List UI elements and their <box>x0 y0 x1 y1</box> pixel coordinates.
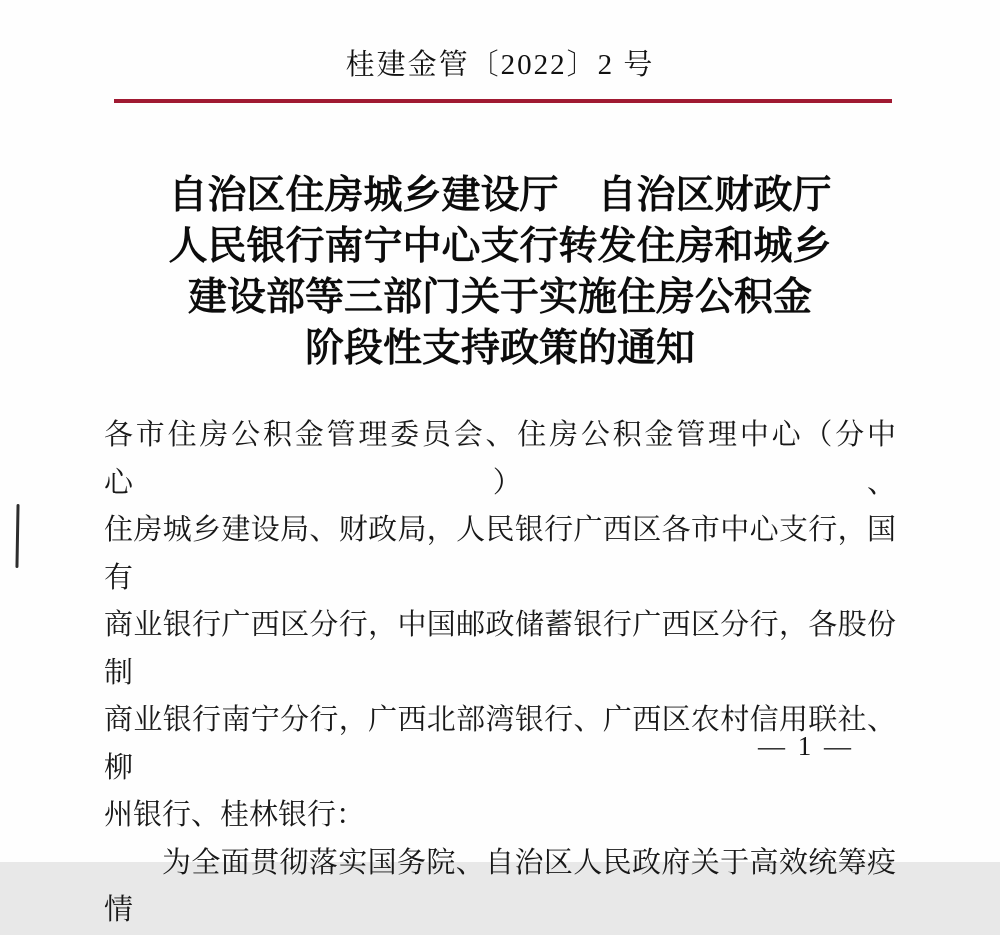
scan-artifact-mark <box>15 504 19 568</box>
page-number: — 1 — <box>758 731 854 761</box>
title-line-4: 阶段性支持政策的通知 <box>304 327 695 370</box>
body-line: 商业银行南宁分行，广西北部湾银行、广西区农村信用联社、柳 <box>104 704 896 784</box>
title-line-1: 自治区住房城乡建设厅 自治区财政厅 <box>168 174 832 217</box>
document-number: 桂建金管〔2022〕2 号 <box>345 49 655 81</box>
title-line-3: 建设部等三部门关于实施住房公积金 <box>187 276 812 319</box>
title-line-2: 人民银行南宁中心支行转发住房和城乡 <box>168 225 832 268</box>
document-body <box>104 412 896 935</box>
body-line: 各市住房公积金管理委员会、住房公积金管理中心（分中心）、 <box>104 419 896 499</box>
body-line: 住房城乡建设局、财政局，人民银行广西区各市中心支行，国有 <box>104 514 896 594</box>
body-line: 州银行、桂林银行： <box>104 799 366 831</box>
body-line: 商业银行广西区分行，中国邮政储蓄银行广西区分行，各股份制 <box>104 609 896 689</box>
red-rule-divider <box>114 99 892 103</box>
document-title <box>0 170 1000 374</box>
body-line: 为全面贯彻落实国务院、自治区人民政府关于高效统筹疫情 <box>104 846 896 926</box>
